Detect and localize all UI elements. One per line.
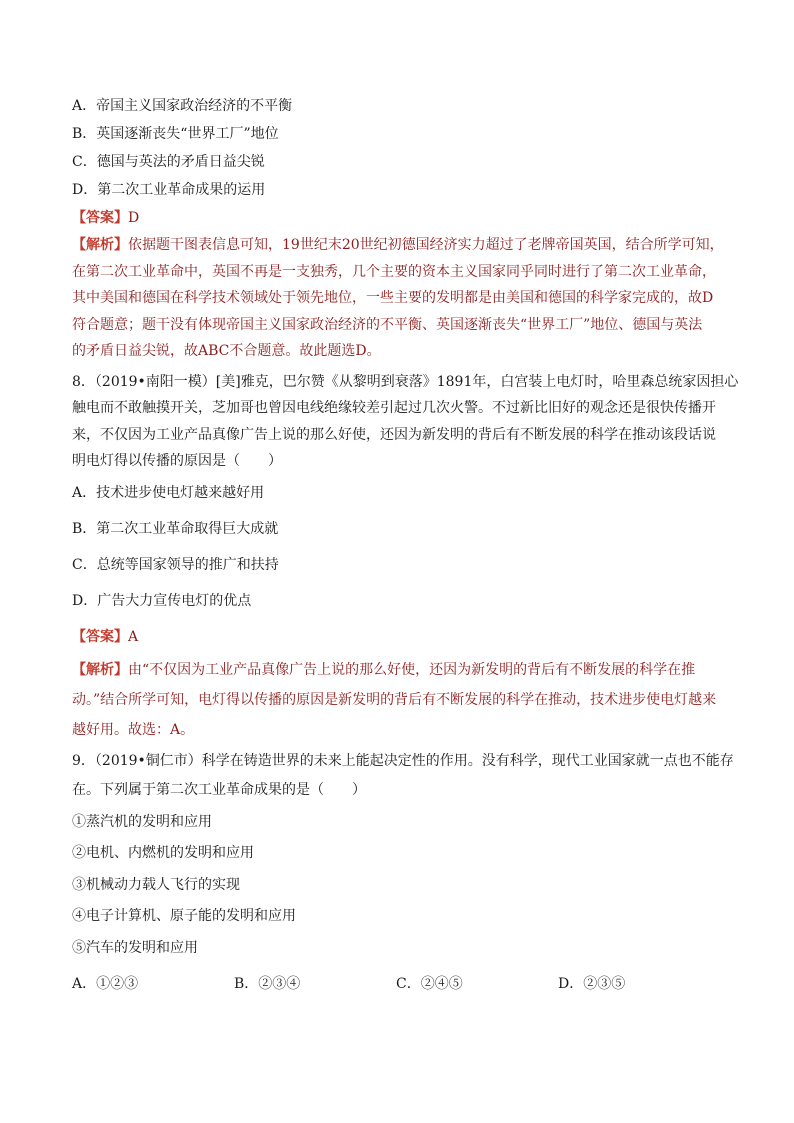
q7-options	[72, 92, 732, 204]
analysis-line: 符合题意；题干没有体现帝国主义国家政治经济的不平衡、英国逐渐丧失“世界工厂”地位、德国与英法	[72, 316, 703, 333]
q9-item: ⑤汽车的发明和应用	[72, 939, 198, 956]
q7-option-a: A．帝国主义国家政治经济的不平衡	[72, 98, 293, 114]
stem-line: 9．（2019•铜仁市）科学在铸造世界的未来上能起决定性的作用。没有科学，现代工业国家就一点也不能存	[72, 752, 734, 769]
q9-choices	[72, 970, 732, 998]
answer-value: A	[128, 628, 139, 645]
q9-item: ④电子计算机、原子能的发明和应用	[72, 908, 296, 924]
analysis-line: 的矛盾日益尖锐，故ABC不合题意。故此题选D。	[72, 343, 381, 359]
stem-line: 来，不仅因为工业产品真像广告上说的那么好使，还因为新发明的背后有不断发展的科学在推动该段话说	[72, 426, 716, 443]
q7-analysis	[72, 232, 732, 365]
q8-options	[72, 475, 732, 619]
stem-line: 明电灯得以传播的原因是（ ）	[72, 453, 282, 469]
q9-items	[72, 807, 732, 965]
q8-option-b: B．第二次工业革命取得巨大成就	[72, 520, 279, 537]
analysis-line: 其中美国和德国在科学技术领域处于领先地位，一些主要的发明都是由美国和德国的科学家完成的，故D	[72, 290, 714, 306]
stem-line: 触电而不敢触摸开关，芝加哥也曾因电线绝缘较差引起过几次火警。不过新比旧好的观念还是很快传播开	[72, 400, 716, 416]
q9-item: ②电机、内燃机的发明和应用	[72, 845, 254, 861]
document-page	[72, 92, 739, 998]
analysis-tag: 【解析】	[72, 661, 128, 678]
stem-line: 在。下列属于第二次工业革命成果的是（ ）	[72, 781, 366, 798]
q7-option-d: D．第二次工业革命成果的运用	[72, 182, 266, 198]
analysis-line: 由“不仅因为工业产品真像广告上说的那么好使，还因为新发明的背后有不断发展的科学在推	[128, 661, 696, 678]
q8-answer	[72, 619, 732, 655]
q9-choice-a: A．①②③	[72, 976, 139, 992]
q8-analysis	[72, 655, 732, 745]
q9-item: ①蒸汽机的发明和应用	[72, 813, 212, 830]
q8-stem	[72, 369, 739, 475]
answer-value: D	[128, 210, 140, 226]
q8-option-c: C．总统等国家领导的推广和扶持	[72, 556, 279, 573]
answer-tag: 【答案】	[72, 210, 128, 226]
q7-option-c: C．德国与英法的矛盾日益尖锐	[72, 154, 265, 170]
q9-stem	[72, 747, 732, 805]
q9-choice-b: B．②③④	[234, 976, 301, 992]
q9-choice-c: C．②④⑤	[396, 976, 463, 992]
q8-option-d: D．广告大力宣传电灯的优点	[72, 592, 252, 609]
analysis-line: 依据题干图表信息可知，19世纪末20世纪初德国经济实力超过了老牌帝国英国，结合所学可知，	[128, 237, 724, 253]
q8-option-a: A．技术进步使电灯越来越好用	[72, 484, 265, 501]
answer-tag: 【答案】	[72, 628, 128, 645]
q7-answer	[72, 204, 732, 232]
analysis-line: 越好用。故选：A。	[72, 721, 195, 738]
analysis-tag: 【解析】	[72, 237, 128, 253]
analysis-line: 在第二次工业革命中，英国不再是一支独秀，几个主要的资本主义国家同乎同时进行了第二次工业革命，	[72, 263, 716, 280]
stem-line: 8．（2019•南阳一模）[美]雅克，巴尔赞《从黎明到衰落》1891年，白宫装上电灯时，哈里森总统家因担心	[72, 373, 739, 390]
q9-choice-d: D．②③⑤	[558, 976, 626, 992]
q7-option-b: B．英国逐渐丧失“世界工厂”地位	[72, 126, 279, 142]
q9-item: ③机械动力载人飞行的实现	[72, 876, 240, 893]
analysis-line: 动。”结合所学可知，电灯得以传播的原因是新发明的背后有不断发展的科学在推动，技术进步使电灯越来	[72, 691, 717, 708]
